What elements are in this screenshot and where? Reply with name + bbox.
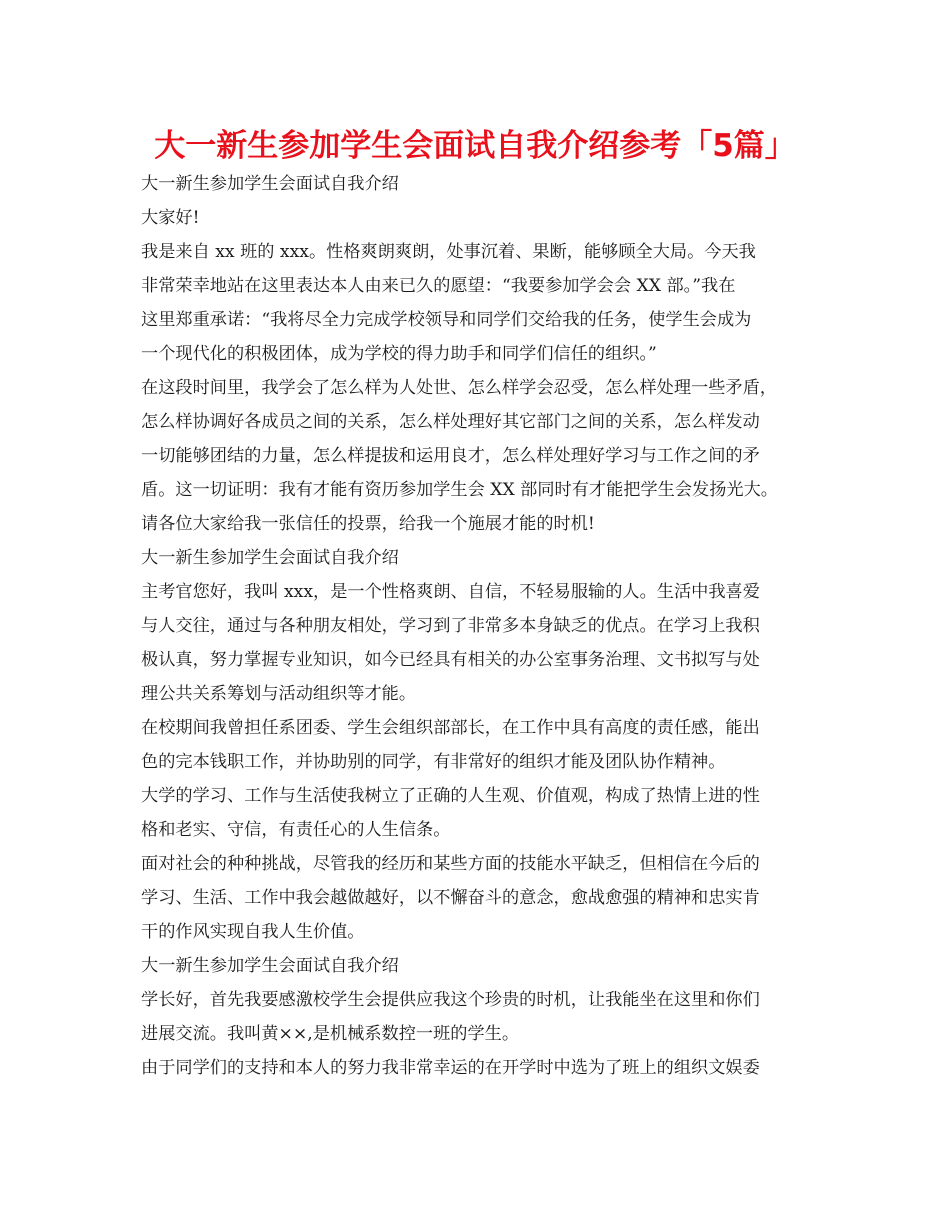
text-line: 大学的学习、工作与生活使我树立了正确的人生观、价值观，构成了热情上进的性	[141, 786, 760, 806]
text-line: 一个现代化的积极团体，成为学校的得力助手和同学们信任的组织。”	[141, 344, 657, 364]
text-line: 进展交流。我叫黄××,是机械系数控一班的学生。	[141, 1024, 520, 1044]
document-body	[141, 167, 831, 1085]
text-line: 在校期间我曾担任系团委、学生会组织部部长，在工作中具有高度的责任感，能出	[141, 718, 760, 738]
text-line: 这里郑重承诺：“我将尽全力完成学校领导和同学们交给我的任务，使学生会成为	[141, 310, 752, 330]
text-line: 一切能够团结的力量，怎么样提拔和运用良才，怎么样处理好学习与工作之间的矛	[141, 446, 760, 466]
text-line: 在这段时间里，我学会了怎么样为人处世、怎么样学会忍受，怎么样处理一些矛盾，	[141, 378, 777, 398]
text-line: 面对社会的种种挑战，尽管我的经历和某些方面的技能水平缺乏，但相信在今后的	[141, 854, 760, 874]
text-line: 非常荣幸地站在这里表达本人由来已久的愿望：“我要参加学会会 XX 部。”我在	[141, 276, 736, 296]
text-line: 大家好!	[141, 208, 200, 228]
text-line: 大一新生参加学生会面试自我介绍	[141, 174, 399, 194]
text-line: 干的作风实现自我人生价值。	[141, 922, 365, 942]
text-line: 学长好，首先我要感激校学生会提供应我这个珍贵的时机，让我能坐在这里和你们	[141, 990, 760, 1010]
text-line: 怎么样协调好各成员之间的关系，怎么样处理好其它部门之间的关系，怎么样发动	[141, 412, 760, 432]
text-line: 与人交往，通过与各种朋友相处，学习到了非常多本身缺乏的优点。在学习上我积	[141, 616, 760, 636]
text-line: 请各位大家给我一张信任的投票，给我一个施展才能的时机!	[141, 514, 595, 534]
text-line: 我是来自 xx 班的 xxx。性格爽朗爽朗，处事沉着、果断，能够顾全大局。今天我	[141, 242, 756, 262]
text-line: 学习、生活、工作中我会越做越好，以不懈奋斗的意念，愈战愈强的精神和忠实肯	[141, 888, 760, 908]
text-line: 大一新生参加学生会面试自我介绍	[141, 548, 399, 568]
text-line: 格和老实、守信，有责任心的人生信条。	[141, 820, 451, 840]
document-title: 大一新生参加学生会面试自我介绍参考「5篇」	[154, 128, 796, 164]
text-line: 主考官您好，我叫 xxx，是一个性格爽朗、自信，不轻易服输的人。生活中我喜爱	[141, 582, 760, 602]
text-line: 理公共关系筹划与活动组织等才能。	[141, 684, 417, 704]
text-line: 极认真，努力掌握专业知识，如今已经具有相关的办公室事务治理、文书拟写与处	[141, 650, 760, 670]
text-line: 大一新生参加学生会面试自我介绍	[141, 956, 399, 976]
text-line: 盾。这一切证明：我有才能有资历参加学生会 XX 部同时有才能把学生会发扬光大。	[141, 480, 778, 500]
text-line: 由于同学们的支持和本人的努力我非常幸运的在开学时中选为了班上的组织文娱委	[141, 1058, 760, 1078]
text-line: 色的完本钱职工作，并协助别的同学，有非常好的组织才能及团队协作精神。	[141, 752, 726, 772]
